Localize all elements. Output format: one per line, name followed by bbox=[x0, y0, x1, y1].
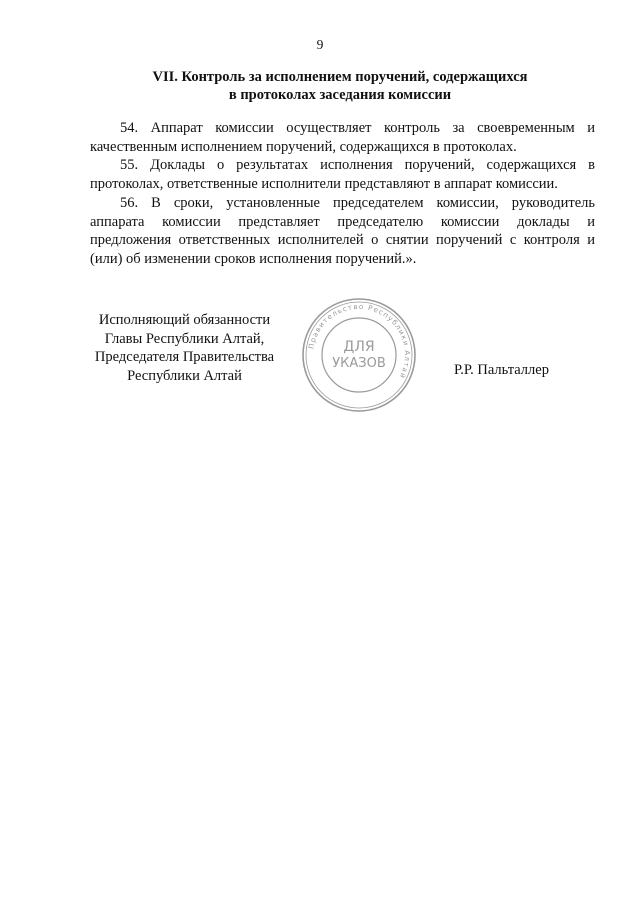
signatory-name: Р.Р. Пальталлер bbox=[454, 362, 549, 378]
signatory-position-line: Исполняющий обязанности bbox=[98, 312, 271, 328]
stamp-text-line-2: УКАЗОВ bbox=[332, 356, 386, 371]
section-title-line-1: VII. Контроль за исполнением поручений, содержащихся bbox=[152, 69, 528, 85]
stamp-ring-text: Правительство Республики Алтай bbox=[307, 302, 412, 381]
stamp-text-line-1: ДЛЯ bbox=[343, 339, 375, 355]
paragraph-55: 55. Доклады о результатах исполнения поручений, содержащихся в протоколах, ответственные исполнители представляют в аппарат комиссии. bbox=[90, 157, 595, 193]
signatory-position bbox=[82, 311, 287, 385]
page-number: 9 bbox=[316, 37, 324, 52]
body-text bbox=[90, 119, 595, 269]
signatory-position-line: Главы Республики Алтай, bbox=[104, 330, 265, 347]
official-stamp bbox=[300, 296, 418, 414]
section-title bbox=[80, 68, 600, 104]
section-title-line-2: в протоколах заседания комиссии bbox=[228, 87, 452, 103]
signatory-position-line: Председателя Правительства bbox=[94, 349, 275, 365]
paragraph-56: 56. В сроки, установленные председателем комиссии, руководитель аппарата комиссии представляет председателю комиссии доклады и предложения ответственных исполнителей о снятии поручений с контроля и (или) об изменении сроков исполнения поручений.». bbox=[90, 194, 595, 267]
signatory-position-line: Республики Алтай bbox=[127, 367, 242, 384]
paragraph-54: 54. Аппарат комиссии осуществляет контроль за своевременным и качественным исполнением поручений, содержащихся в протоколах. bbox=[90, 120, 595, 155]
